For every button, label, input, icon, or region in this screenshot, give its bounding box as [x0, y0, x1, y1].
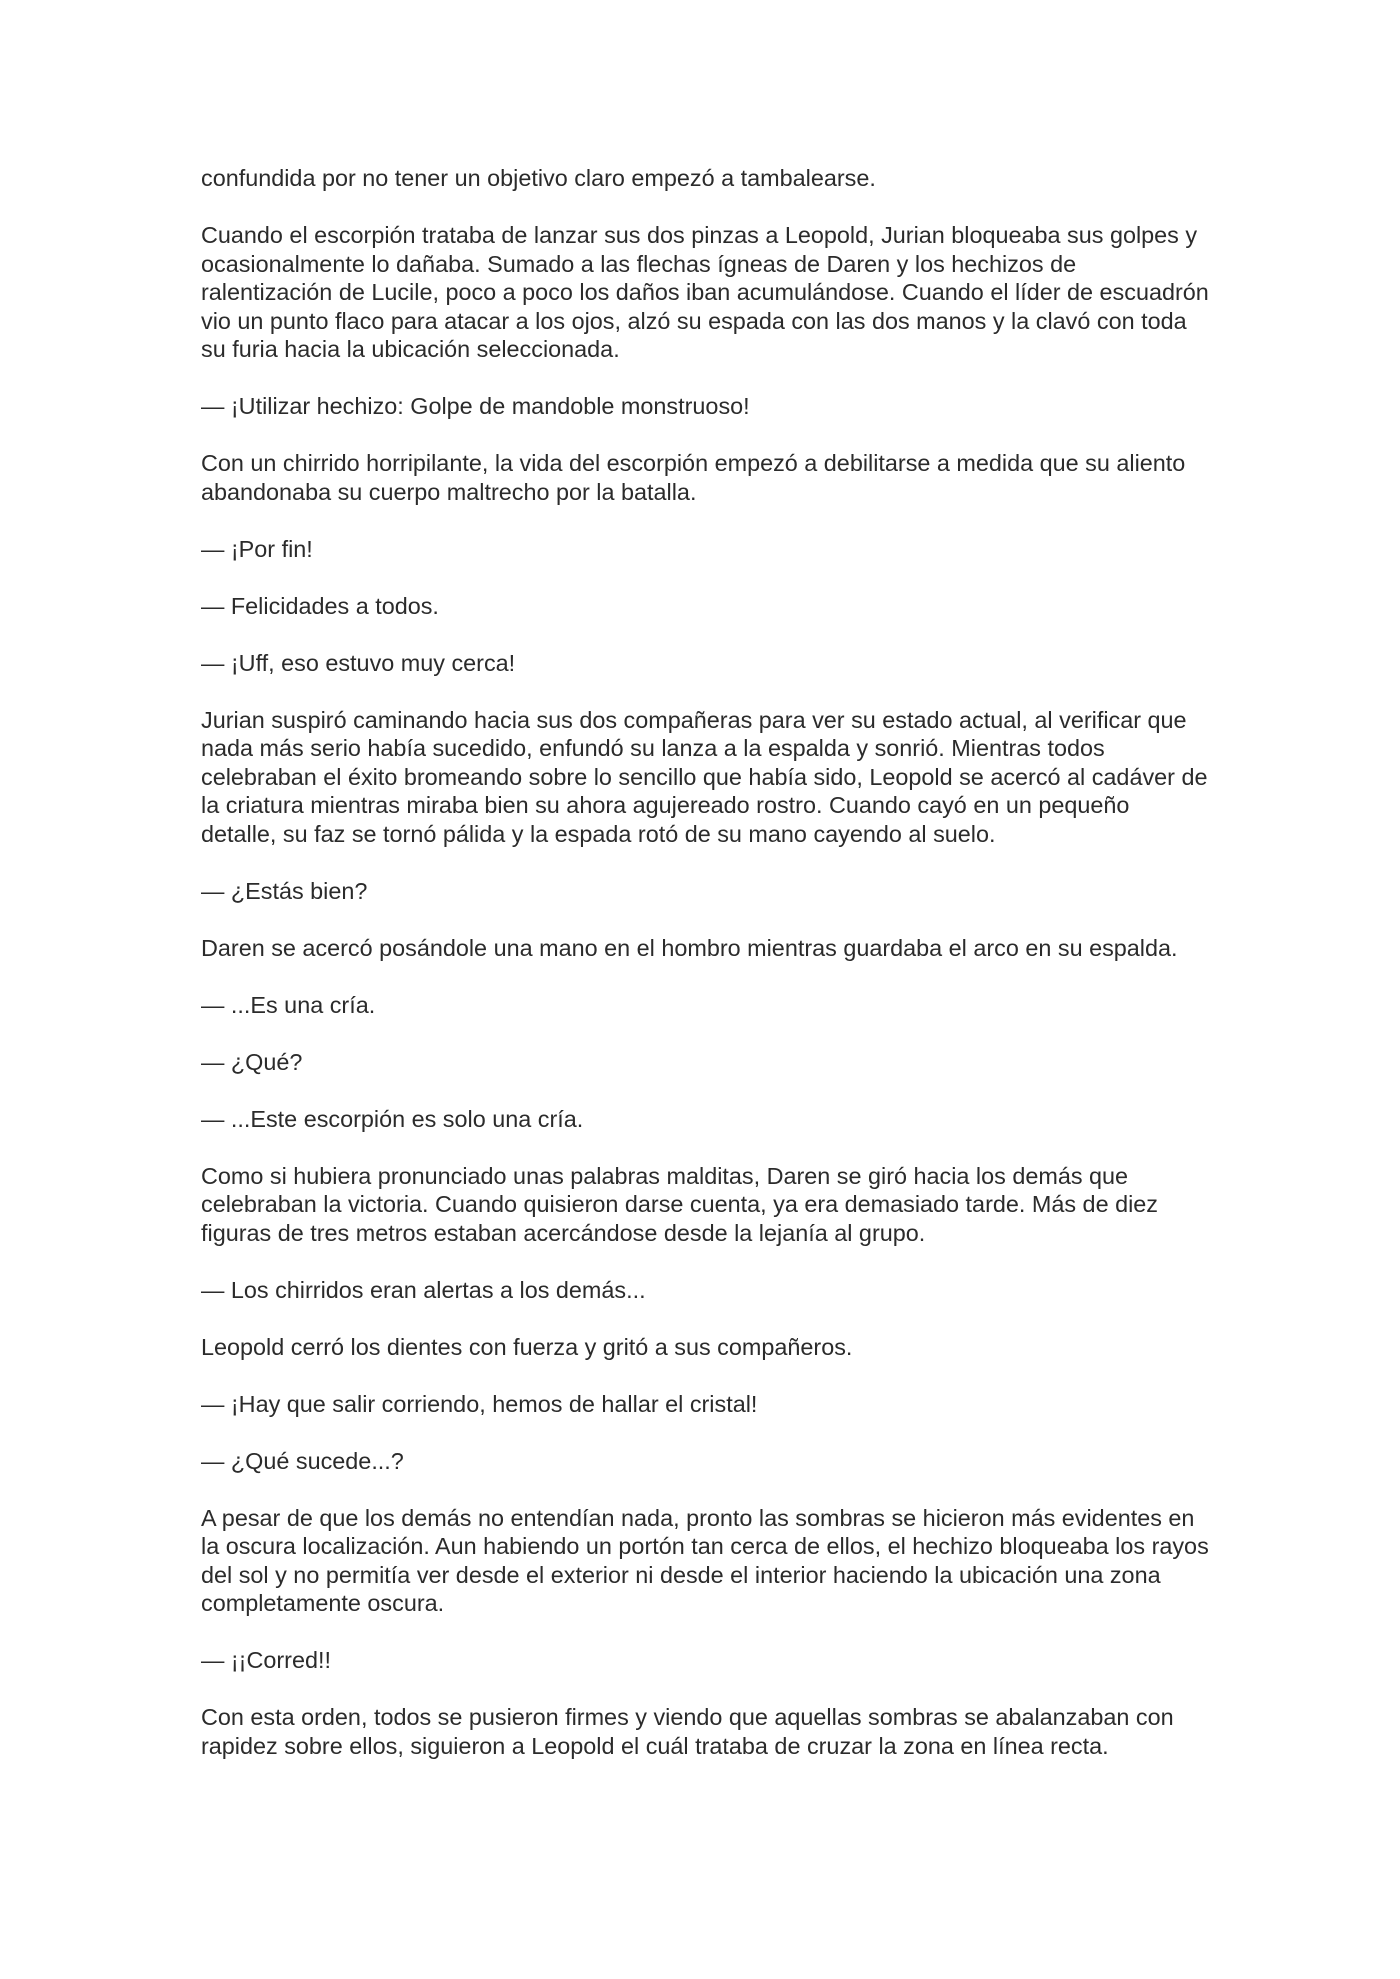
dialogue-line: — Los chirridos eran alertas a los demás... — [201, 1276, 646, 1303]
dialogue-line: — ¡Utilizar hechizo: Golpe de mandoble monstruoso! — [201, 393, 750, 419]
paragraph: A pesar de que los demás no entendían nada, pronto las sombras se hicieron más evidentes en la oscura localización. Aun habiendo un portón tan cerca de ellos, el hechizo bloqueaba los rayos del sol y no permitía ver desde el exterior ni desde el interior haciendo la ubicación una zona completamente oscura. — [201, 1504, 1209, 1616]
paragraph: Daren se acercó posándole una mano en el hombro mientras guardaba el arco en su espalda. — [201, 934, 1178, 961]
dialogue-line: — ¡¡Corred!! — [201, 1647, 331, 1673]
dialogue-line: — ¡Por fin! — [201, 535, 313, 562]
paragraph: Leopold cerró los dientes con fuerza y gritó a sus compañeros. — [201, 1333, 853, 1360]
paragraph: Con un chirrido horripilante, la vida del escorpión empezó a debilitarse a medida que su aliento abandonaba su cuerpo maltrecho por la batalla. — [201, 450, 1186, 505]
paragraph: confundida por no tener un objetivo claro empezó a tambalearse. — [201, 165, 876, 191]
dialogue-line: — Felicidades a todos. — [201, 592, 439, 619]
document-body — [201, 164, 1211, 1789]
dialogue-line: — ¿Estás bien? — [201, 877, 368, 904]
dialogue-line: — ¿Qué sucede...? — [201, 1447, 404, 1474]
dialogue-line: — ...Este escorpión es solo una cría. — [201, 1105, 584, 1132]
dialogue-line: — ¡Uff, eso estuvo muy cerca! — [201, 649, 516, 676]
paragraph: Jurian suspiró caminando hacia sus dos compañeras para ver su estado actual, al verificar que nada más serio había sucedido, enfundó su lanza a la espalda y sonrió. Mientras todos celebraban el éxito bromeando sobre lo sencillo que había sido, Leopold se acercó al cadáver de la criatura mientras miraba bien su ahora agujereado rostro. Cuando cayó en un pequeño detalle, su faz se tornó pálida y la espada rotó de su mano cayendo al suelo. — [201, 706, 1208, 847]
dialogue-line: — ¡Hay que salir corriendo, hemos de hallar el cristal! — [201, 1390, 758, 1417]
dialogue-line: — ¿Qué? — [201, 1048, 303, 1075]
paragraph: Cuando el escorpión trataba de lanzar sus dos pinzas a Leopold, Jurian bloqueaba sus golpes y ocasionalmente lo dañaba. Sumado a las flechas ígneas de Daren y los hechizos de ralentización de Lucile, poco a poco los daños iban acumulándose. Cuando el líder de escuadrón vio un punto flaco para atacar a los ojos, alzó su espada con las dos manos y la clavó con toda su furia hacia la ubicación seleccionada. — [201, 222, 1209, 362]
paragraph: Con esta orden, todos se pusieron firmes y viendo que aquellas sombras se abalanzaban con rapidez sobre ellos, siguieron a Leopold el cuál trataba de cruzar la zona en línea recta. — [201, 1704, 1174, 1759]
paragraph: Como si hubiera pronunciado unas palabras malditas, Daren se giró hacia los demás que celebraban la victoria. Cuando quisieron darse cuenta, ya era demasiado tarde. Más de diez figuras de tres metros estaban acercándose desde la lejanía al grupo. — [201, 1162, 1158, 1246]
dialogue-line: — ...Es una cría. — [201, 991, 376, 1018]
